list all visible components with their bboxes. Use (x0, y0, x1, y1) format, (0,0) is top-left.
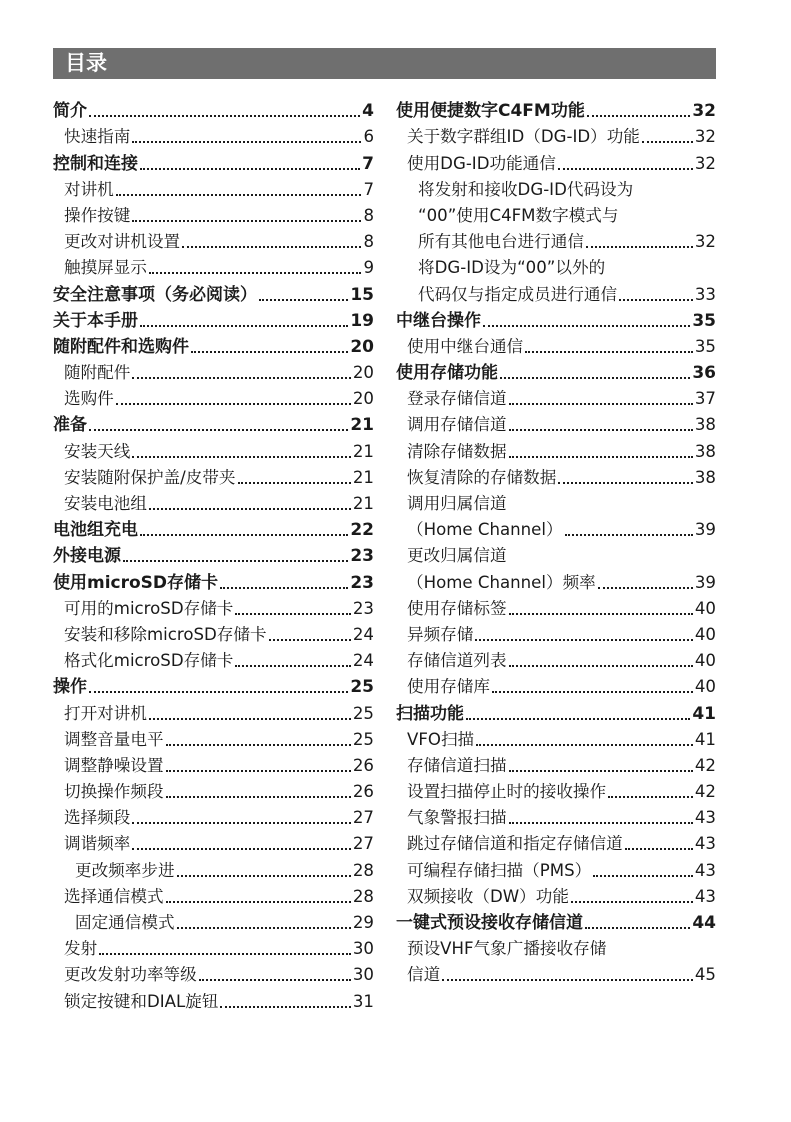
toc-page-number: 27 (352, 808, 374, 828)
toc-entry[interactable] (396, 357, 716, 383)
toc-leader-dots (525, 351, 693, 353)
toc-entry[interactable] (396, 121, 716, 147)
toc-page-number: 26 (352, 782, 374, 802)
toc-entry[interactable] (53, 645, 374, 671)
toc-entry-title: 异频存储 (407, 624, 474, 644)
toc-page-number: 32 (694, 127, 716, 147)
toc-leader-dots (509, 822, 693, 824)
toc-page-number: 31 (352, 991, 374, 1011)
toc-entry[interactable] (53, 95, 374, 121)
toc-page-number: 24 (352, 624, 374, 644)
toc-leader-dots (475, 639, 693, 641)
toc-leader-dots (123, 560, 348, 562)
toc-leader-dots (199, 979, 351, 981)
toc-entry[interactable] (53, 462, 374, 488)
toc-leader-dots (598, 587, 693, 589)
toc-leader-dots (587, 115, 690, 117)
toc-page-number: 43 (694, 886, 716, 906)
toc-leader-dots (132, 377, 351, 379)
toc-page-number: 8 (363, 205, 374, 225)
toc-entry[interactable] (53, 278, 374, 304)
toc-entry-title: 调用归属信道 (407, 494, 507, 513)
toc-leader-dots (116, 194, 362, 196)
toc-leader-dots (509, 429, 693, 431)
toc-page-number: 20 (352, 363, 374, 383)
toc-entry-title: （Home Channel）频率 (407, 572, 596, 592)
toc-entry-title: 双频接收（DW）功能 (407, 886, 569, 906)
toc-entry-title: 控制和连接 (53, 153, 138, 174)
toc-leader-dots (166, 796, 351, 798)
toc-entry[interactable] (53, 121, 374, 147)
toc-entry-title: 气象警报扫描 (407, 808, 507, 828)
toc-entry[interactable] (396, 828, 716, 854)
toc-leader-dots (132, 822, 351, 824)
toc-entry-title: 使用存储标签 (407, 598, 507, 618)
toc-page-number: 45 (694, 965, 716, 985)
toc-leader-dots (166, 901, 351, 903)
toc-page-number: 20 (352, 389, 374, 409)
toc-page-number: 35 (694, 336, 716, 356)
toc-page-number: 25 (350, 677, 374, 698)
toc-entry-title: 对讲机 (64, 179, 114, 199)
toc-entry-title: 准备 (53, 415, 87, 436)
toc-entry-title: 安全注意事项（务必阅读） (53, 284, 257, 305)
toc-entry[interactable] (53, 671, 374, 697)
toc-leader-dots (220, 587, 348, 589)
toc-leader-dots (235, 665, 350, 667)
toc-leader-dots (483, 325, 690, 327)
toc-page-number: 35 (692, 310, 716, 331)
toc-entry[interactable] (53, 488, 374, 514)
toc-entry[interactable] (53, 776, 374, 802)
toc-entry-title: 关于数字群组ID（DG-ID）功能 (407, 127, 640, 147)
toc-entry[interactable] (53, 200, 374, 226)
toc-entry-title: 操作 (53, 677, 87, 698)
toc-entry-title: 更改归属信道 (407, 546, 507, 566)
toc-entry[interactable] (396, 933, 716, 959)
toc-page-number: 21 (352, 441, 374, 461)
toc-entry-title: 登录存储信道 (407, 389, 507, 409)
toc-entry[interactable] (53, 959, 374, 985)
toc-entry[interactable] (53, 514, 374, 540)
toc-leader-dots (593, 875, 693, 877)
toc-entry-title: VFO扫描 (407, 729, 475, 749)
toc-entry[interactable] (396, 147, 716, 173)
toc-entry-title: 安装和移除microSD存储卡 (64, 624, 267, 644)
toc-entry[interactable] (396, 697, 716, 723)
toc-entry[interactable] (396, 200, 716, 226)
toc-leader-dots (132, 456, 351, 458)
toc-leader-dots (132, 141, 361, 143)
toc-entry[interactable] (396, 645, 716, 671)
toc-leader-dots (642, 141, 693, 143)
toc-page-number: 8 (363, 232, 374, 252)
toc-entry-title: 触摸屏显示 (64, 258, 147, 278)
toc-entry[interactable] (396, 331, 716, 357)
toc-entry[interactable] (396, 514, 716, 540)
toc-page-number: 36 (692, 363, 716, 384)
toc-entry-title: 使用microSD存储卡 (53, 572, 219, 593)
toc-entry-title: “00”使用C4FM数字模式与 (418, 205, 619, 225)
toc-page-number: 23 (350, 546, 374, 567)
toc-entry[interactable] (396, 619, 716, 645)
toc-leader-dots (565, 534, 693, 536)
toc-leader-dots (140, 325, 348, 327)
toc-leader-dots (509, 456, 693, 458)
toc-entry[interactable] (53, 619, 374, 645)
toc-entry[interactable] (396, 95, 716, 121)
toc-leader-dots (509, 613, 693, 615)
toc-page-number: 30 (352, 939, 374, 959)
toc-page-number: 30 (352, 965, 374, 985)
toc-entry-title: 更改发射功率等级 (64, 965, 197, 985)
toc-entry[interactable] (53, 331, 374, 357)
toc-page-number: 41 (694, 729, 716, 749)
toc-entry-title: 跳过存储信道和指定存储信道 (407, 834, 623, 854)
toc-leader-dots (89, 115, 360, 117)
toc-page-number: 40 (694, 651, 716, 671)
toc-page-number: 20 (350, 336, 374, 357)
toc-entry[interactable] (53, 697, 374, 723)
toc-leader-dots (619, 299, 693, 301)
toc-entry[interactable] (53, 985, 374, 1011)
toc-page-number: 7 (363, 179, 374, 199)
toc-entry[interactable] (53, 305, 374, 331)
toc-leader-dots (608, 796, 693, 798)
toc-page-number: 38 (694, 467, 716, 487)
toc-entry-title: 随附配件和选购件 (53, 336, 189, 357)
toc-leader-dots (177, 927, 351, 929)
toc-leader-dots (149, 718, 351, 720)
toc-page-number: 43 (694, 808, 716, 828)
toc-entry-title: 锁定按键和DIAL旋钮 (64, 991, 219, 1011)
toc-leader-dots (149, 508, 351, 510)
toc-entry[interactable] (53, 147, 374, 173)
toc-leader-dots (89, 429, 348, 431)
toc-entry[interactable] (396, 409, 716, 435)
toc-leader-dots (89, 691, 348, 693)
toc-entry[interactable] (53, 252, 374, 278)
toc-page-number: 32 (694, 153, 716, 173)
toc-page-number: 43 (694, 834, 716, 854)
toc-entry[interactable] (53, 593, 374, 619)
toc-entry[interactable] (396, 566, 716, 592)
toc-entry-title: 扫描功能 (396, 703, 464, 724)
toc-entry-title: 简介 (53, 101, 87, 122)
toc-page-number: 6 (363, 127, 374, 147)
toc-page-number: 39 (694, 572, 716, 592)
toc-entry[interactable] (53, 933, 374, 959)
toc-entry[interactable] (53, 802, 374, 828)
toc-entry-title: 操作按键 (64, 205, 131, 225)
toc-entry[interactable] (53, 435, 374, 461)
toc-page-number: 7 (362, 153, 374, 174)
toc-entry-title: 清除存储数据 (407, 441, 507, 461)
toc-page-number: 32 (692, 101, 716, 122)
toc-entry[interactable] (396, 462, 716, 488)
toc-title: 目录 (53, 48, 716, 79)
toc-entry-title: 打开对讲机 (64, 703, 147, 723)
toc-leader-dots (116, 403, 351, 405)
toc-entry[interactable] (396, 593, 716, 619)
toc-page-number: 43 (694, 860, 716, 880)
toc-page-number: 27 (352, 834, 374, 854)
toc-page-number: 33 (694, 284, 716, 304)
toc-entry[interactable] (396, 488, 716, 514)
toc-entry[interactable] (396, 802, 716, 828)
toc-page-number: 25 (352, 729, 374, 749)
toc-entry-title: 更改对讲机设置 (64, 232, 181, 252)
toc-leader-dots (177, 875, 351, 877)
toc-leader-dots (585, 927, 690, 929)
toc-entry[interactable] (396, 540, 716, 566)
toc-page-number: 32 (694, 232, 716, 252)
toc-entry[interactable] (53, 854, 374, 880)
toc-entry[interactable] (53, 566, 374, 592)
toc-leader-dots (166, 744, 351, 746)
toc-entry-title: 调整音量电平 (64, 729, 164, 749)
toc-leader-dots (166, 770, 351, 772)
toc-leader-dots (220, 1006, 350, 1008)
toc-page-number: 42 (694, 782, 716, 802)
toc-entry[interactable] (396, 305, 716, 331)
toc-entry-title: 恢复清除的存储数据 (407, 467, 557, 487)
toc-leader-dots (99, 953, 351, 955)
toc-entry-title: 使用DG-ID功能通信 (407, 153, 556, 173)
toc-entry[interactable] (53, 409, 374, 435)
toc-leader-dots (476, 744, 693, 746)
toc-entry[interactable] (53, 174, 374, 200)
toc-entry-title: 使用存储功能 (396, 363, 498, 384)
toc-entry[interactable] (396, 252, 716, 278)
toc-entry-title: 快速指南 (64, 127, 131, 147)
toc-entry-title: 安装电池组 (64, 494, 147, 513)
toc-entry-title: 使用存储库 (407, 677, 490, 697)
toc-entry-title: 更改频率步进 (75, 860, 175, 880)
toc-entry-title: 代码仅与指定成员进行通信 (418, 284, 618, 304)
toc-entry-title: 选择通信模式 (64, 886, 164, 906)
toc-page-number: 23 (352, 598, 374, 618)
toc-entry-title: 可编程存储扫描（PMS） (407, 860, 592, 880)
toc-entry[interactable] (396, 750, 716, 776)
toc-entry-title: 选购件 (64, 389, 114, 409)
toc-entry[interactable] (53, 828, 374, 854)
toc-entry-title: （Home Channel） (407, 520, 563, 540)
toc-leader-dots (509, 403, 693, 405)
toc-leader-dots (149, 272, 361, 274)
toc-page-number: 42 (694, 755, 716, 775)
toc-entry-title: 安装天线 (64, 441, 131, 461)
toc-entry-title: 电池组充电 (53, 520, 138, 541)
toc-leader-dots (625, 848, 693, 850)
toc-entry-title: 将DG-ID设为“00”以外的 (418, 258, 606, 278)
toc-entry[interactable] (396, 278, 716, 304)
toc-page-number: 44 (692, 913, 716, 933)
toc-entry[interactable] (396, 174, 716, 200)
toc-page-number: 22 (350, 520, 374, 541)
toc-entry-title: 固定通信模式 (75, 913, 175, 932)
toc-entry-title: 调整静噪设置 (64, 755, 164, 775)
toc-left-column (53, 95, 374, 1012)
toc-entry[interactable] (396, 776, 716, 802)
toc-leader-dots (182, 246, 361, 248)
toc-entry[interactable] (53, 357, 374, 383)
toc-page-number: 21 (350, 415, 374, 436)
toc-leader-dots (132, 848, 351, 850)
toc-entry[interactable] (396, 671, 716, 697)
toc-leader-dots (140, 168, 360, 170)
toc-entry[interactable] (396, 435, 716, 461)
toc-entry[interactable] (53, 540, 374, 566)
toc-entry-title: 存储信道扫描 (407, 755, 507, 775)
toc-page-number: 25 (352, 703, 374, 723)
toc-entry-title: 调用存储信道 (407, 415, 507, 435)
toc-page-number: 21 (352, 467, 374, 487)
toc-page-number: 24 (352, 651, 374, 671)
toc-entry[interactable] (53, 226, 374, 252)
toc-entry-title: 预设VHF气象广播接收存储 (407, 939, 607, 959)
toc-leader-dots (466, 718, 690, 720)
toc-entry[interactable] (53, 383, 374, 409)
toc-page-number: 29 (352, 913, 374, 932)
toc-leader-dots (509, 665, 693, 667)
toc-page-number: 26 (352, 755, 374, 775)
toc-leader-dots (235, 613, 350, 615)
toc-entry-title: 安装随附保护盖/皮带夹 (64, 467, 236, 487)
toc-page-number: 39 (694, 520, 716, 540)
toc-entry[interactable] (396, 907, 716, 933)
toc-entry-title: 存储信道列表 (407, 651, 507, 671)
toc-entry[interactable] (53, 881, 374, 907)
toc-entry-title: 选择频段 (64, 808, 131, 828)
toc-entry-title: 切换操作频段 (64, 782, 164, 802)
toc-entry-title: 一键式预设接收存储信道 (396, 913, 583, 933)
toc-page-number: 40 (694, 624, 716, 644)
toc-page-number: 28 (352, 886, 374, 906)
toc-entry[interactable] (396, 226, 716, 252)
toc-entry[interactable] (396, 854, 716, 880)
toc-entry[interactable] (396, 383, 716, 409)
toc-entry[interactable] (53, 907, 374, 933)
toc-entry-title: 将发射和接收DG-ID代码设为 (418, 179, 634, 199)
toc-page-number: 28 (352, 860, 374, 880)
toc-entry-title: 外接电源 (53, 546, 121, 567)
toc-page-number: 38 (694, 441, 716, 461)
toc-entry[interactable] (396, 959, 716, 985)
toc-page-number: 38 (694, 415, 716, 435)
toc-entry[interactable] (396, 881, 716, 907)
toc-entry-title: 使用便捷数字C4FM功能 (396, 101, 585, 122)
toc-leader-dots (238, 482, 351, 484)
toc-leader-dots (586, 246, 693, 248)
toc-entry-title: 使用中继台通信 (407, 336, 524, 356)
toc-right-column (396, 95, 716, 985)
toc-page-number: 9 (363, 258, 374, 278)
toc-page-number: 40 (694, 598, 716, 618)
toc-page-number: 15 (350, 284, 374, 305)
toc-leader-dots (259, 299, 348, 301)
toc-entry-title: 中继台操作 (396, 310, 481, 331)
toc-leader-dots (140, 534, 348, 536)
toc-entry-title: 所有其他电台进行通信 (418, 232, 584, 252)
toc-entry[interactable] (396, 724, 716, 750)
toc-page-number: 41 (692, 703, 716, 724)
toc-page-number: 37 (694, 389, 716, 409)
toc-entry-title: 设置扫描停止时的接收操作 (407, 782, 607, 802)
toc-leader-dots (442, 979, 693, 981)
toc-leader-dots (509, 770, 693, 772)
toc-leader-dots (571, 901, 693, 903)
toc-entry-title: 发射 (64, 939, 98, 959)
toc-leader-dots (492, 691, 693, 693)
toc-page-number: 4 (362, 101, 374, 122)
toc-page-number: 40 (694, 677, 716, 697)
toc-entry-title: 格式化microSD存储卡 (64, 651, 234, 671)
toc-leader-dots (132, 220, 361, 222)
toc-entry-title: 调谐频率 (64, 834, 131, 854)
toc-page-number: 19 (350, 310, 374, 331)
toc-entry-title: 信道 (407, 965, 441, 985)
toc-page-number: 23 (350, 572, 374, 593)
toc-entry-title: 随附配件 (64, 363, 131, 383)
toc-leader-dots (269, 639, 351, 641)
toc-entry-title: 关于本手册 (53, 310, 138, 331)
toc-leader-dots (500, 377, 690, 379)
toc-entry[interactable] (53, 724, 374, 750)
toc-leader-dots (558, 482, 693, 484)
toc-page-number: 21 (352, 494, 374, 513)
toc-entry[interactable] (53, 750, 374, 776)
toc-leader-dots (191, 351, 348, 353)
toc-entry-title: 可用的microSD存储卡 (64, 598, 234, 618)
toc-leader-dots (558, 168, 693, 170)
